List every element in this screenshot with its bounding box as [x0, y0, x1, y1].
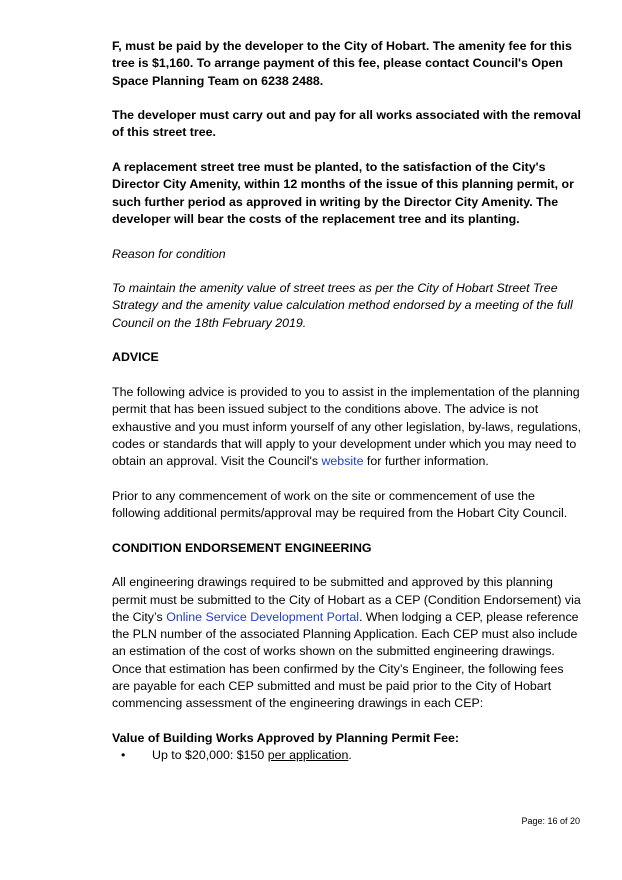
fee-item-text: Up to $20,000: $150 — [152, 748, 268, 763]
cee-text-end: . When lodging a CEP, please reference the PLN number of the associated Planning Application. Each CEP must also include an estimation of the cost of works shown on the submitted engineering drawings. Once that estimation has been confirmed by the City’s Engineer, the following fees are payable for each CEP submitted and must be paid prior to the City of Hobart commencing assessment of the engineering drawings in each CEP: — [112, 609, 579, 711]
bullet-icon: • — [121, 748, 126, 763]
list-item — [112, 747, 584, 764]
development-portal-link[interactable]: Online Service Development Portal — [166, 609, 360, 624]
cee-heading: CONDITION ENDORSEMENT ENGINEERING — [112, 540, 372, 555]
fee-table-heading: Value of Building Works Approved by Planning Permit Fee: — [112, 730, 459, 745]
advice-text-end: for further information. — [363, 454, 489, 469]
removal-works-paragraph: The developer must carry out and pay for all works associated with the removal of this street tree. — [112, 108, 581, 140]
cee-paragraph — [112, 574, 584, 712]
replacement-tree-paragraph: A replacement street tree must be planted, to the satisfaction of the City's Director City Amenity, within 12 months of the issue of this planning permit, or such further period as approved in writing by the Director City Amenity. The developer will bear the costs of the replacement tree and its planting. — [112, 160, 574, 226]
document-page — [112, 38, 584, 764]
fee-paragraph: F, must be paid by the developer to the City of Hobart. The amenity fee for this tree is $1,160. To arrange payment of this fee, please contact Council's Open Space Planning Team on 6238 2488. — [112, 39, 572, 88]
fee-item-unit: per application — [267, 748, 349, 763]
fee-list — [112, 747, 584, 764]
advice-heading: ADVICE — [112, 350, 159, 365]
reason-label: Reason for condition — [112, 246, 226, 261]
cee-text: All engineering drawings required to be submitted and approved by this planning permit must be submitted to the City of Hobart as a CEP (Condition Endorsement) via the City’s — [112, 575, 581, 624]
fee-item-end: . — [348, 748, 352, 763]
page-number: Page: 16 of 20 — [521, 816, 580, 826]
reason-text: To maintain the amenity value of street trees as per the City of Hobart Street Tree Strategy and the amenity value calculation method endorsed by a meeting of the full Council on the 18th February 2019. — [112, 281, 573, 330]
advice-paragraph — [112, 384, 584, 470]
permits-paragraph: Prior to any commencement of work on the site or commencement of use the following additional permits/approval may be required from the Hobart City Council. — [112, 488, 568, 521]
advice-text: The following advice is provided to you to assist in the implementation of the planning permit that has been issued subject to the conditions above. The advice is not exhaustive and you must inform yourself of any other legislation, by-laws, regulations, codes or standards that will apply to your development under which you may need to obtain an approval. Visit the Council's — [112, 384, 582, 469]
website-link[interactable]: website — [321, 454, 364, 469]
